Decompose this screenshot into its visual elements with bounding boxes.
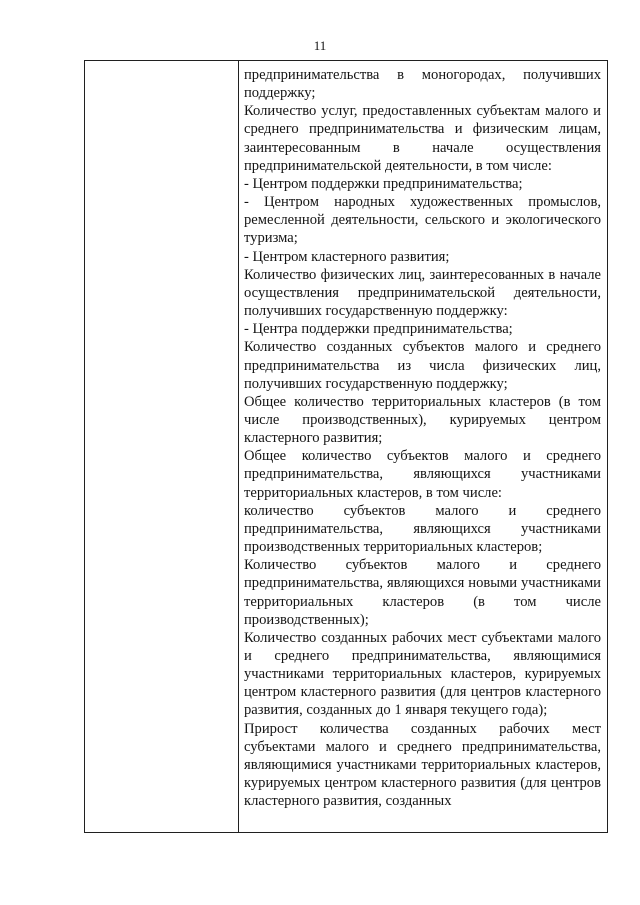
indicator-item: Количество созданных субъектов малого и среднего предпринимательства из числа физических лиц, получивших государственную поддержку; <box>244 339 601 392</box>
table-left-cell <box>85 61 239 832</box>
indicator-item: предпринимательства в моногородах, получивших поддержку; <box>244 67 601 102</box>
indicator-item: - Центром народных художественных промыслов, ремесленной деятельности, сельского и экологического туризма; <box>244 194 601 247</box>
indicator-item: Количество созданных рабочих мест субъектами малого и среднего предпринимательства, являющимися участниками территориальных кластеров, курируемых центром кластерного развития (для центров кластерного развития, созданных до 1 января текущего года); <box>244 629 601 719</box>
indicator-item: Прирост количества созданных рабочих мест субъектами малого и среднего предпринимательства, являющимися участниками территориальных кластеров, курируемых центром кластерного развития (для центров кластерного развития, созданных <box>244 720 601 810</box>
indicator-item: - Центром кластерного развития; <box>244 248 450 265</box>
indicator-item: - Центра поддержки предпринимательства; <box>244 321 513 338</box>
indicator-item: Количество услуг, предоставленных субъектам малого и среднего предпринимательства и физическим лицам, заинтересованным в начале осуществления предпринимательской деятельности, в том числе: <box>244 103 601 174</box>
indicator-item: количество субъектов малого и среднего предпринимательства, являющихся участниками производственных территориальных кластеров; <box>244 502 601 556</box>
indicator-item: Количество физических лиц, заинтересованных в начале осуществления предпринимательской деятельности, получивших государственную поддержку: <box>244 266 601 320</box>
document-table <box>84 60 608 832</box>
page-number: 11 <box>313 38 327 53</box>
indicator-item: Общее количество субъектов малого и среднего предпринимательства, являющихся участниками территориальных кластеров, в том числе: <box>244 448 601 501</box>
table-right-cell <box>244 66 601 832</box>
indicator-item: Количество субъектов малого и среднего предпринимательства, являющихся новыми участниками территориальных кластеров (в том числе производственных); <box>244 557 601 628</box>
indicator-item: Общее количество территориальных кластеров (в том числе производственных), курируемых центром кластерного развития; <box>244 393 601 447</box>
indicator-item: - Центром поддержки предпринимательства; <box>244 175 523 192</box>
